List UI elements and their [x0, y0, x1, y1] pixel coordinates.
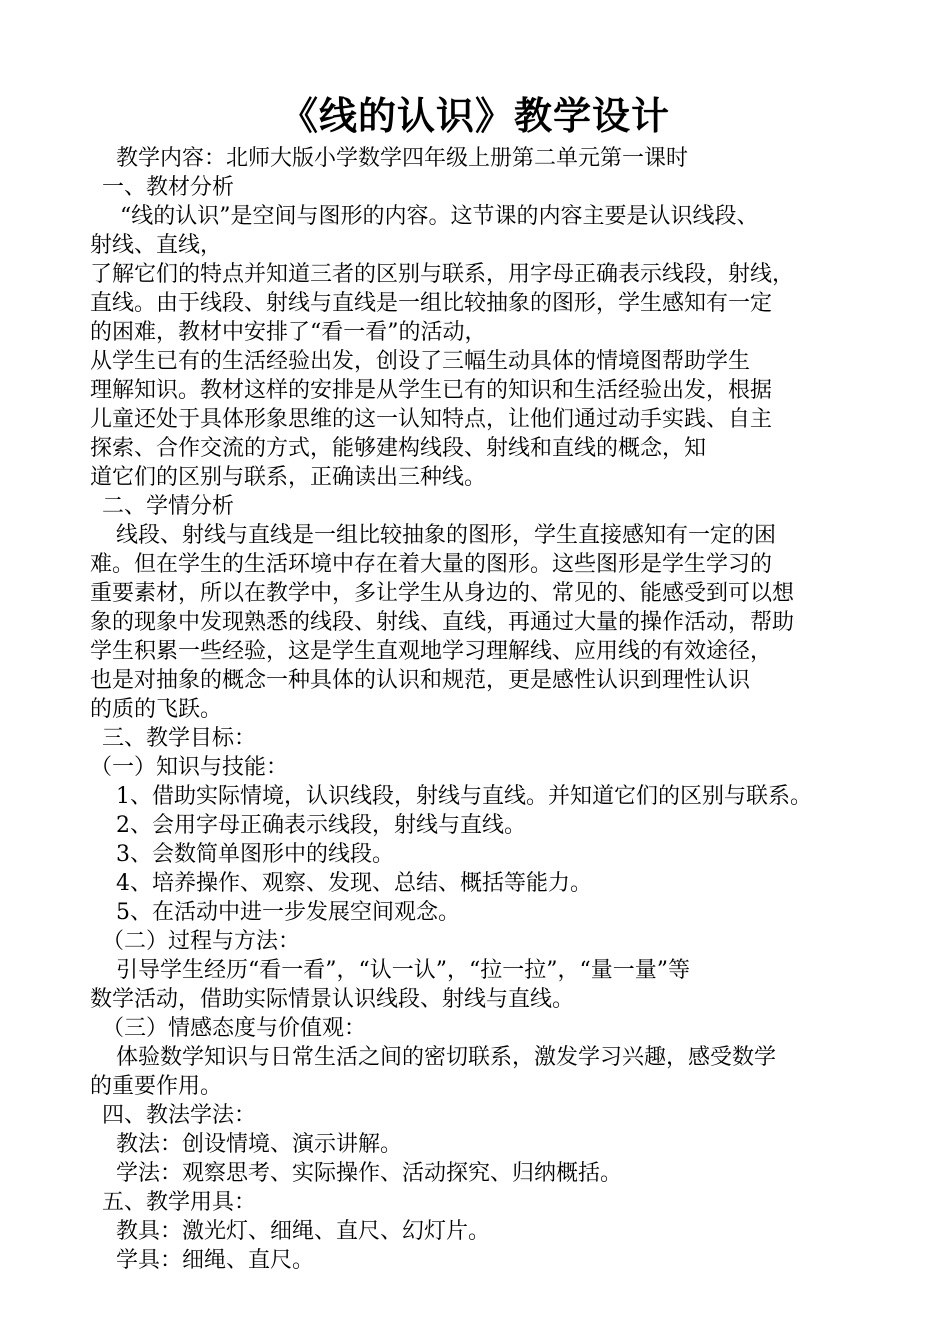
text-line: 学生积累一些经验，这是学生直观地学习理解线、应用线的有效途径，: [90, 639, 773, 664]
text-line: 5、在活动中进一步发展空间观念。: [116, 900, 460, 925]
text-line: 引导学生经历“看一看”，“认一认”，“拉一拉”，“量一量”等: [116, 958, 690, 983]
text-line: 从学生已有的生活经验出发，创设了三幅生动具体的情境图帮助学生: [90, 349, 751, 374]
text-line: 体验数学知识与日常生活之间的密切联系，激发学习兴趣，感受数学: [116, 1045, 777, 1070]
text-line: 直线。由于线段、射线与直线是一组比较抽象的图形，学生感知有一定: [90, 291, 773, 316]
text-line: 五、教学用具：: [102, 1190, 257, 1215]
text-line: （一）知识与技能：: [90, 755, 289, 780]
text-line: 二、学情分析: [102, 494, 235, 519]
text-line: 1、借助实际情境，认识线段，射线与直线。并知道它们的区别与联系。: [116, 784, 812, 809]
text-line: 探索、合作交流的方式，能够建构线段、射线和直线的概念，知: [90, 436, 707, 461]
text-line: “线的认识”是空间与图形的内容。这节课的内容主要是认识线段、: [120, 204, 759, 229]
text-line: 的困难，教材中安排了“看一看”的活动，: [90, 320, 487, 345]
text-line: 2、会用字母正确表示线段，射线与直线。: [116, 813, 526, 838]
text-line: 3、会数简单图形中的线段。: [116, 842, 394, 867]
text-line: 也是对抽象的概念一种具体的认识和规范，更是感性认识到理性认识: [90, 668, 751, 693]
text-line: 的重要作用。: [90, 1074, 223, 1099]
text-line: 儿童还处于具体形象思维的这一认知特点，让他们通过动手实践、自主: [90, 407, 773, 432]
text-line: 数学活动，借助实际情景认识线段、射线与直线。: [90, 987, 575, 1012]
text-line: 学法：观察思考、实际操作、活动探究、归纳概括。: [116, 1161, 623, 1186]
text-line: 教学内容：北师大版小学数学四年级上册第二单元第一课时: [116, 146, 689, 171]
text-line: 道它们的区别与联系，正确读出三种线。: [90, 465, 487, 490]
text-line: 射线、直线，: [90, 233, 223, 258]
text-line: 四、教法学法：: [102, 1103, 257, 1128]
text-line: 学具：细绳、直尺。: [116, 1248, 315, 1273]
text-line: 三、教学目标：: [102, 726, 257, 751]
text-line: 重要素材，所以在教学中，多让学生从身边的、常见的、能感受到可以想: [90, 581, 795, 606]
text-line: 的质的飞跃。: [90, 697, 223, 722]
text-line: 象的现象中发现熟悉的线段、射线、直线，再通过大量的操作活动，帮助: [90, 610, 795, 635]
text-line: 难。但在学生的生活环境中存在着大量的图形。这些图形是学生学习的: [90, 552, 773, 577]
document-title: 《线的认识》教学设计: [279, 94, 670, 138]
text-line: 4、培养操作、观察、发现、总结、概括等能力。: [116, 871, 592, 896]
text-line: 一、教材分析: [102, 175, 235, 200]
text-line: 线段、射线与直线是一组比较抽象的图形，学生直接感知有一定的困: [116, 523, 777, 548]
document-body: [90, 144, 870, 1275]
text-line: 理解知识。教材这样的安排是从学生已有的知识和生活经验出发，根据: [90, 378, 773, 403]
text-line: 教具：激光灯、细绳、直尺、幻灯片。: [116, 1219, 491, 1244]
text-line: 了解它们的特点并知道三者的区别与联系，用字母正确表示线段，射线，: [90, 262, 795, 287]
text-line: （二）过程与方法：: [102, 929, 301, 954]
text-line: 教法：创设情境、演示讲解。: [116, 1132, 403, 1157]
text-line: （三）情感态度与价值观：: [102, 1016, 367, 1041]
